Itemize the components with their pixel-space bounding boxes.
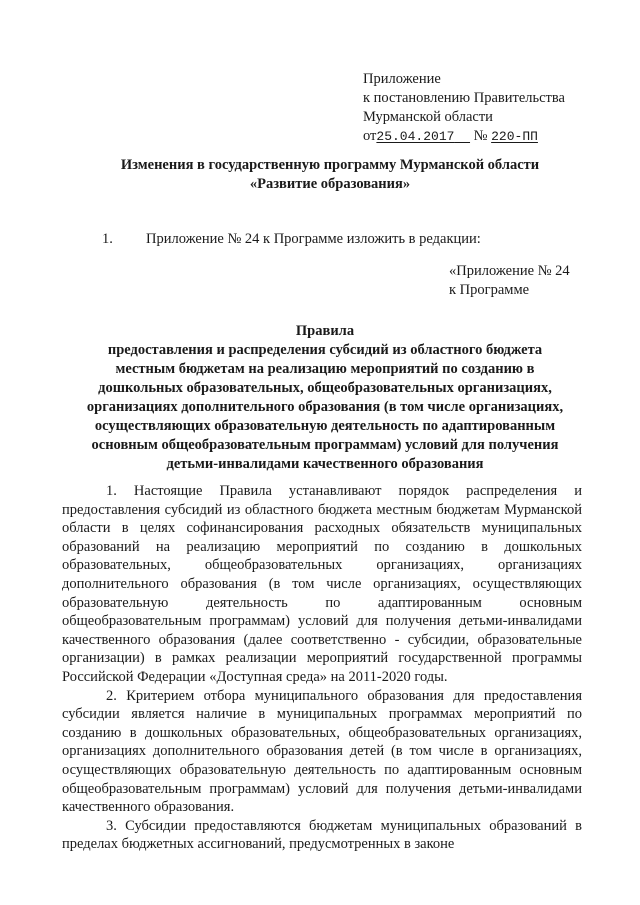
approval-line-4 (363, 127, 623, 146)
rules-line: организациях дополнительного образования (в том числе организациях, (86, 399, 564, 415)
item-1-text: Приложение № 24 к Программе изложить в редакции: (146, 231, 481, 247)
rules-line: дошкольных образовательных, общеобразовательных организациях, (98, 380, 552, 396)
approval-line-3: Мурманской области (363, 109, 493, 125)
approval-block (363, 70, 623, 146)
approval-date: 25.04.2017 (376, 129, 455, 144)
rules-heading-block (64, 322, 586, 474)
approval-number-label: № (473, 128, 488, 144)
item-1-number: 1. (102, 231, 113, 247)
annex-line-1: «Приложение № 24 (449, 263, 570, 279)
approval-number: 220-ПП (491, 129, 538, 144)
item-1 (102, 230, 481, 249)
annex-block (449, 262, 570, 300)
rules-line: местным бюджетам на реализацию мероприятий по созданию в (115, 361, 535, 377)
rules-heading: Правила (295, 323, 355, 339)
paragraph-1: 1. Настоящие Правила устанавливают порядок распределения и предоставления субсидий из областного бюджета местным бюджетам Мурманской области в целях софинансирования расходных обязательств муниципальных образований на реализацию мероприятий по созданию в дошкольных образовательных, общеобразовательных организациях, организациях дополнительного образования (в том числе организациях, осуществляющих образовательную деятельность по адаптированным основным общеобразовательным программам) условий для получения детьми-инвалидами качественного образования (далее соответственно - субсидии, образовательные организации) в рамках реализации мероприятий государственной программы Российской Федерации «Доступная среда» на 2011-2020 годы. (62, 483, 582, 685)
body-text (62, 482, 582, 854)
approval-prefix: от (363, 128, 377, 144)
paragraph-3: 3. Субсидии предоставляются бюджетам муниципальных образований в пределах бюджетных ассигнований, предусмотренных в законе (62, 817, 582, 853)
rules-line: осуществляющих образовательную деятельность по адаптированным (94, 418, 556, 434)
rules-line: предоставления и распределения субсидий из областного бюджета (107, 342, 543, 358)
approval-line-2: к постановлению Правительства (363, 90, 565, 106)
rules-line: основным общеобразовательным программам) условий для получения (91, 437, 559, 453)
title-line-2: «Развитие образования» (249, 176, 411, 192)
rules-line: детьми-инвалидами качественного образования (166, 456, 484, 472)
document-title (40, 156, 620, 194)
approval-line-1: Приложение (363, 71, 441, 87)
paragraph-2: 2. Критерием отбора муниципального образования для предоставления субсидии является наличие в муниципальных программах мероприятий по созданию в дошкольных образовательных, общеобразовательных организациях, организациях дополнительного образования детей (в том числе в организациях, осуществляющих образовательную деятельность по адаптированным основным общеобразовательным программам) условий для получения детьми-инвалидами качественного образования. (62, 687, 582, 816)
title-line-1: Изменения в государственную программу Мурманской области (120, 157, 540, 173)
annex-line-2: к Программе (449, 282, 530, 298)
